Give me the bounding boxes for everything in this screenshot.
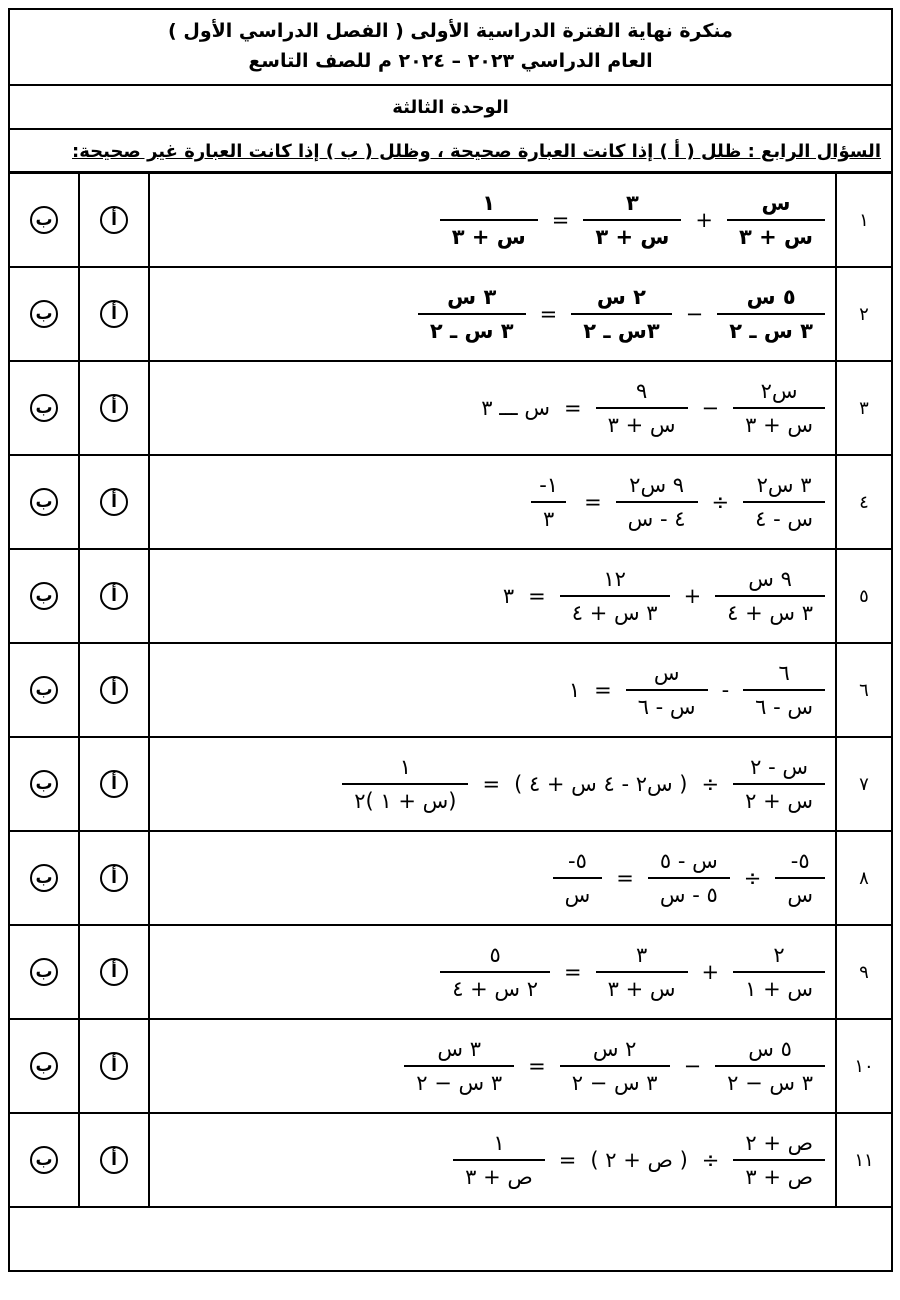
- numerator: س: [761, 191, 791, 215]
- equals-sign: =: [594, 678, 612, 702]
- equals-sign: =: [539, 302, 558, 326]
- numerator: ٩ س: [748, 567, 792, 591]
- denominator: ٣ س − ٢: [560, 1065, 670, 1095]
- numerator: ٣ س٢: [756, 473, 812, 497]
- choice-a-bubble[interactable]: أ: [100, 770, 128, 798]
- result-expression: س ـــ ٣: [481, 396, 551, 420]
- choice-a-cell: [80, 1020, 150, 1112]
- denominator: (س + ١ )٢: [342, 783, 468, 813]
- choice-b-cell: [10, 1114, 80, 1206]
- choice-a-cell: [80, 832, 150, 924]
- numerator: ص + ٢: [745, 1131, 813, 1155]
- result-fraction: [527, 473, 570, 531]
- choice-a-bubble[interactable]: أ: [100, 582, 128, 610]
- choice-b-cell: [10, 174, 80, 266]
- header-title: منكرة نهاية الفترة الدراسية الأولى ( الفصل الدراسي الأول ): [168, 20, 733, 42]
- fraction-2: [596, 379, 688, 437]
- equation-cell: [150, 1114, 837, 1206]
- denominator: ص + ٣: [453, 1159, 545, 1189]
- numerator: ١٢: [603, 567, 626, 591]
- choice-a-cell: [80, 456, 150, 548]
- result-fraction: [404, 1037, 514, 1095]
- equation: [418, 285, 825, 343]
- equation-cell: [150, 1020, 837, 1112]
- equation: [404, 1037, 825, 1095]
- question-row: [10, 456, 891, 550]
- operator-1: ÷: [701, 772, 720, 796]
- operator-1: +: [683, 584, 702, 608]
- equation: [342, 755, 825, 813]
- choice-b-bubble[interactable]: ب: [30, 206, 58, 234]
- numerator: ١: [399, 755, 411, 779]
- equation-cell: [150, 550, 837, 642]
- fraction-2: [616, 473, 698, 531]
- fraction-1: [733, 755, 825, 813]
- question-row: [10, 174, 891, 268]
- choice-a-cell: [80, 174, 150, 266]
- denominator: س - ٤: [743, 501, 825, 531]
- denominator: س + ٣: [596, 407, 688, 437]
- choice-a-bubble[interactable]: أ: [100, 488, 128, 516]
- equation: [440, 191, 825, 249]
- fraction-1: [717, 285, 825, 343]
- question-number: ٧: [859, 773, 869, 795]
- fraction-1: [743, 661, 825, 719]
- operator-1: ÷: [743, 866, 762, 890]
- choice-a-bubble[interactable]: أ: [100, 394, 128, 422]
- question-number: ٣: [859, 397, 869, 419]
- question-row: [10, 832, 891, 926]
- fraction-2: [596, 943, 688, 1001]
- numerator: ١-: [539, 473, 559, 497]
- numerator: ٣: [625, 191, 639, 215]
- question-row: [10, 1020, 891, 1114]
- operator-1: −: [701, 396, 720, 420]
- equation: [453, 1131, 825, 1189]
- denominator: ٣ س − ٢: [715, 1065, 825, 1095]
- question-number: ٢: [859, 303, 869, 325]
- result-fraction: [553, 849, 603, 907]
- worksheet-page: [8, 8, 893, 1272]
- choice-b-cell: [10, 926, 80, 1018]
- equation: [440, 943, 825, 1001]
- choice-a-cell: [80, 268, 150, 360]
- question-row: [10, 268, 891, 362]
- unit-title: الوحدة الثالثة: [10, 86, 891, 130]
- choice-a-cell: [80, 550, 150, 642]
- choice-b-bubble[interactable]: ب: [30, 864, 58, 892]
- denominator: س + ٢: [733, 783, 825, 813]
- equation-cell: [150, 738, 837, 830]
- question-row: [10, 1114, 891, 1208]
- equals-sign: =: [616, 866, 634, 890]
- numerator: ٥ س: [748, 1037, 792, 1061]
- fraction-2: [560, 567, 670, 625]
- denominator: ٣ س ـ ٢: [717, 313, 825, 343]
- numerator: ٢ س: [592, 1037, 637, 1061]
- numerator: س: [653, 661, 680, 685]
- operator-1: +: [701, 960, 720, 984]
- numerator: ٩: [635, 379, 648, 403]
- denominator: ٣ س + ٤: [560, 595, 670, 625]
- equation-cell: [150, 174, 837, 266]
- question-number: ٩: [859, 961, 869, 983]
- choice-b-cell: [10, 456, 80, 548]
- equation: [527, 473, 825, 531]
- equation-cell: [150, 362, 837, 454]
- question-row: [10, 738, 891, 832]
- choice-b-bubble[interactable]: ب: [30, 582, 58, 610]
- choice-a-bubble[interactable]: أ: [100, 206, 128, 234]
- result-fraction: [418, 285, 526, 343]
- question-number: ٤: [859, 491, 869, 513]
- choice-a-bubble[interactable]: أ: [100, 676, 128, 704]
- numerator: ٥-: [790, 849, 810, 873]
- denominator: ٣ س ـ ٢: [418, 313, 526, 343]
- denominator: ٣ س + ٤: [715, 595, 825, 625]
- equals-sign: =: [558, 1148, 577, 1172]
- equation: [503, 567, 825, 625]
- fraction-2: [626, 661, 708, 719]
- choice-a-bubble[interactable]: أ: [100, 1052, 128, 1080]
- choice-a-cell: [80, 644, 150, 736]
- result-fraction: [342, 755, 468, 813]
- numerator: ١: [482, 191, 496, 215]
- numerator: ٩ س٢: [629, 473, 685, 497]
- result-expression: ٣: [502, 584, 515, 608]
- choice-b-cell: [10, 1020, 80, 1112]
- numerator: س٢: [760, 379, 798, 403]
- operator-1: −: [685, 302, 704, 326]
- result-expression: ١: [568, 678, 581, 702]
- denominator: ص + ٣: [733, 1159, 825, 1189]
- fraction-1: [715, 1037, 825, 1095]
- operator-1: −: [683, 1054, 702, 1078]
- expression-2: ( س٢ - ٤ س + ٤ ): [514, 772, 688, 796]
- operator-1: -: [721, 678, 730, 702]
- numerator: ١: [493, 1131, 505, 1155]
- choice-b-bubble[interactable]: ب: [30, 770, 58, 798]
- denominator: س: [775, 877, 825, 907]
- numerator: ٦: [778, 661, 790, 685]
- fraction-1: [743, 473, 825, 531]
- choice-a-bubble[interactable]: أ: [100, 864, 128, 892]
- operator-1: ÷: [701, 1148, 720, 1172]
- equation: [481, 379, 825, 437]
- header-subtitle: العام الدراسي ٢٠٢٣ – ٢٠٢٤ م للصف التاسع: [248, 50, 653, 72]
- numerator: ٣ س: [437, 1037, 482, 1061]
- denominator: ٣: [531, 501, 566, 531]
- expression-2: ( ص + ٢ ): [590, 1148, 688, 1172]
- choice-b-bubble[interactable]: ب: [30, 394, 58, 422]
- question-number: ١١: [854, 1149, 874, 1171]
- numerator: س - ٢: [750, 755, 808, 779]
- equation: [553, 849, 825, 907]
- numerator: ٣: [635, 943, 648, 967]
- choice-a-bubble[interactable]: أ: [100, 958, 128, 986]
- question-row: [10, 926, 891, 1020]
- denominator: ٣س ـ ٢: [571, 313, 671, 343]
- equation-cell: [150, 644, 837, 736]
- choice-b-bubble[interactable]: ب: [30, 300, 58, 328]
- choice-b-cell: [10, 644, 80, 736]
- fraction-1: [733, 943, 825, 1001]
- choice-b-bubble[interactable]: ب: [30, 958, 58, 986]
- fraction-1: [727, 191, 825, 249]
- question-row: [10, 362, 891, 456]
- question-number: ١: [859, 209, 869, 231]
- numerator: ٣ س: [447, 285, 497, 309]
- choice-a-bubble[interactable]: أ: [100, 1146, 128, 1174]
- choice-b-bubble[interactable]: ب: [30, 676, 58, 704]
- question-number: ١٠: [854, 1055, 874, 1077]
- operator-1: +: [695, 208, 713, 232]
- numerator: ٥-: [568, 849, 587, 873]
- choice-b-cell: [10, 832, 80, 924]
- question-number: ٥: [859, 585, 869, 607]
- choice-a-bubble[interactable]: أ: [100, 300, 128, 328]
- equals-sign: =: [528, 584, 546, 608]
- fraction-2: [560, 1037, 670, 1095]
- empty-footer-row: [10, 1208, 891, 1270]
- denominator: س + ٣: [583, 219, 681, 249]
- choice-b-bubble[interactable]: ب: [30, 1052, 58, 1080]
- result-fraction: [453, 1131, 545, 1189]
- equals-sign: =: [528, 1054, 546, 1078]
- question-row: [10, 550, 891, 644]
- equals-sign: =: [564, 960, 582, 984]
- numerator: ٢ س: [596, 285, 646, 309]
- choice-a-cell: [80, 1114, 150, 1206]
- operator-1: ÷: [711, 490, 730, 514]
- denominator: س + ٣: [733, 407, 825, 437]
- question-text: السؤال الرابع : ظلل ( أ ) إذا كانت العبارة صحيحة ، وظلل ( ب ) إذا كانت العبارة غير صحيحة:: [72, 141, 881, 162]
- numerator: س - ٥: [659, 849, 718, 873]
- denominator: ٥ - س: [648, 877, 730, 907]
- equals-sign: =: [482, 772, 501, 796]
- result-fraction: [440, 191, 538, 249]
- choice-a-cell: [80, 362, 150, 454]
- question-number: ٨: [859, 867, 869, 889]
- choice-b-cell: [10, 362, 80, 454]
- equation: [569, 661, 825, 719]
- choice-a-cell: [80, 926, 150, 1018]
- questions-table: [10, 174, 891, 1208]
- fraction-1: [775, 849, 825, 907]
- denominator: س + ٣: [596, 971, 688, 1001]
- choice-b-bubble[interactable]: ب: [30, 1146, 58, 1174]
- choice-a-cell: [80, 738, 150, 830]
- equation-cell: [150, 926, 837, 1018]
- choice-b-cell: [10, 738, 80, 830]
- denominator: س + ٣: [440, 219, 538, 249]
- fraction-1: [715, 567, 825, 625]
- fraction-2: [648, 849, 730, 907]
- denominator: س - ٦: [626, 689, 708, 719]
- numerator: ٥: [489, 943, 501, 967]
- choice-b-cell: [10, 268, 80, 360]
- worksheet-header: [10, 10, 891, 86]
- question-row: [10, 644, 891, 738]
- choice-b-bubble[interactable]: ب: [30, 488, 58, 516]
- denominator: س: [553, 877, 603, 907]
- question-instruction: [10, 130, 891, 174]
- equals-sign: =: [584, 490, 602, 514]
- denominator: ٤ - س: [616, 501, 698, 531]
- equation-cell: [150, 832, 837, 924]
- fraction-2: [571, 285, 671, 343]
- denominator: س + ٣: [727, 219, 825, 249]
- fraction-1: [733, 379, 825, 437]
- fraction-1: [733, 1131, 825, 1189]
- equation-cell: [150, 268, 837, 360]
- fraction-2: [583, 191, 681, 249]
- equals-sign: =: [564, 396, 582, 420]
- equation-cell: [150, 456, 837, 548]
- numerator: ٥ س: [746, 285, 796, 309]
- choice-b-cell: [10, 550, 80, 642]
- equals-sign: =: [551, 208, 570, 232]
- denominator: س - ٦: [743, 689, 825, 719]
- result-fraction: [440, 943, 550, 1001]
- numerator: ٢: [773, 943, 785, 967]
- denominator: س + ١: [733, 971, 825, 1001]
- question-number: ٦: [859, 679, 869, 701]
- denominator: ٢ س + ٤: [440, 971, 550, 1001]
- denominator: ٣ س − ٢: [404, 1065, 514, 1095]
